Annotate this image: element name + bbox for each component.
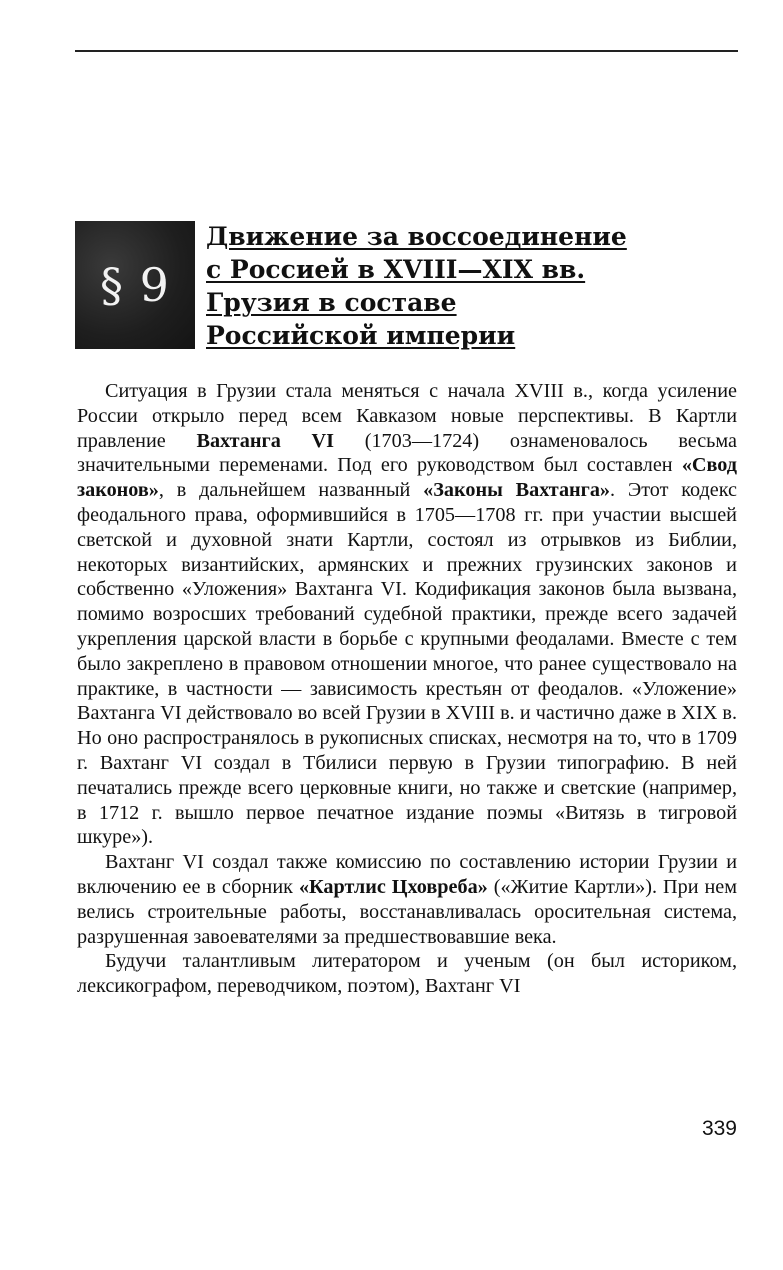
- body-text: [77, 379, 737, 999]
- text-run: («Житие Картли»). При нем велись строительные работы, восстанавливалась оросительная система, разрушенная завоевателями за предшествовавшие века.: [77, 875, 738, 948]
- section-title-line: Российской империи: [206, 321, 516, 350]
- top-rule: [75, 50, 738, 52]
- section-number-badge: [75, 221, 195, 349]
- section-title-line: с Россией в XVIII—XIX вв.: [206, 255, 586, 284]
- paragraph: [77, 379, 737, 850]
- section-title-line: Грузия в составе: [206, 288, 457, 317]
- bold-term: Вахтанга VI: [196, 429, 334, 452]
- text-run: . Этот кодекс феодального права, оформившийся в 1705—1708 гг. при участии высшей светской и духовной знати Картли, состоял из отрывков из Библии, некоторых византийских, армянских и прежних грузинских законов и собственно «Уложения» Вахтанга VI. Кодификация законов была вызвана, помимо возросших требований судебной практики, прежде всего задачей укрепления царской власти в борьбе с крупными феодалами. Вместе с тем было закреплено в правовом отношении многое, что ранее существовало на практике, в частности — зависимость крестьян от феодалов. «Уложение» Вахтанга VI действовало во всей Грузии в XVIII в. и частично даже в XIX в. Но оно распространялось в рукописных списках, несмотря на то, что в 1709 г. Вахтанг VI создал в Тбилиси первую в Грузии типографию. В ней печатались прежде всего церковные книги, но также и светские (например, в 1712 г. вышло первое печатное издание поэмы «Витязь в тигровой шкуре»).: [77, 479, 737, 849]
- text-run: Вахтанг VI создал также комиссию по составлению истории Грузии и включению ее в сборник: [77, 851, 737, 898]
- bold-term: «Картлис Цховреба»: [298, 875, 488, 898]
- section-title-line: Движение за воссоединение: [206, 222, 627, 251]
- text-run: (1703—1724) ознаменовалось весьма значительными переменами. Под его руководством был составлен: [77, 429, 737, 477]
- section-title: [206, 220, 636, 352]
- text-run: Ситуация в Грузии стала меняться с начала XVIII в., когда усиление России открыло перед всем Кавказом новые перспективы. В Картли правление: [77, 380, 737, 452]
- text-run: Будучи талантливым литератором и ученым (он был историком, лексикографом, переводчиком, поэтом), Вахтанг VI: [77, 950, 737, 998]
- bold-term: «Свод законов»: [77, 454, 737, 502]
- paragraph: [77, 850, 737, 949]
- paragraph: [77, 949, 737, 999]
- page-number: 339: [701, 1117, 737, 1140]
- section-number: § 9: [100, 258, 170, 312]
- text-run: , в дальнейшем названный: [158, 479, 424, 502]
- bold-term: «Законы Вахтанга»: [423, 479, 611, 502]
